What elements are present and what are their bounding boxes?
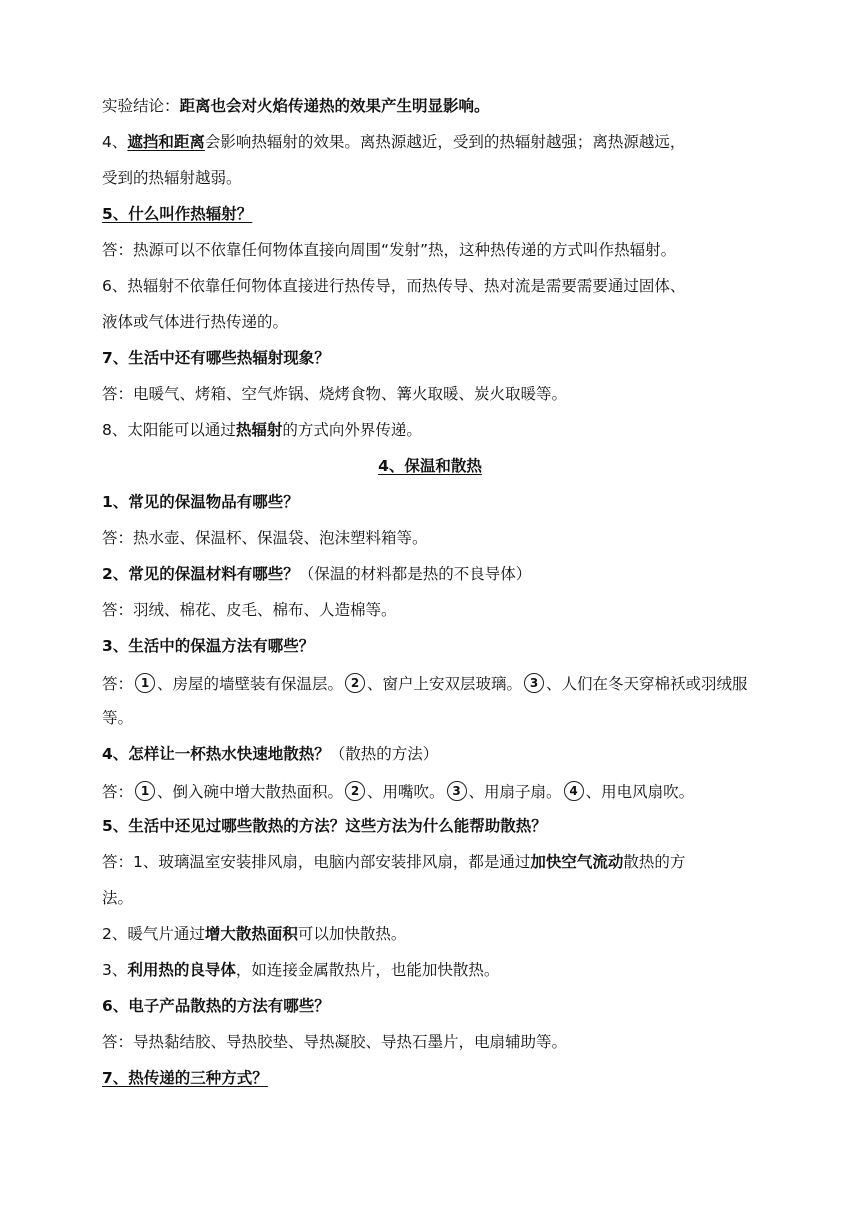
question-heading-s6: 6、电子产品散热的方法有哪些？ bbox=[102, 997, 330, 1015]
question-heading-s4: 4、怎样让一杯热水快速地散热？（散热的方法） bbox=[102, 745, 439, 763]
answer-7: 答：电暖气、烤箱、空气炸锅、烧烤食物、篝火取暖、炭火取暖等。 bbox=[102, 385, 568, 403]
question-heading-s7: 7、热传递的三种方式？ bbox=[102, 1069, 268, 1087]
circled-number-3-icon: 3 bbox=[447, 781, 467, 801]
paragraph-item-4: 4、遮挡和距离会影响热辐射的效果。离热源越近，受到的热辐射越强；离热源越远， bbox=[102, 133, 686, 151]
paragraph-item-8: 8、太阳能可以通过热辐射的方式向外界传递。 bbox=[102, 421, 422, 439]
question-heading-s5: 5、生活中还见过哪些散热的方法？这些方法为什么能帮助散热？ bbox=[102, 817, 547, 835]
paragraph-conclusion: 实验结论：距离也会对火焰传递热的效果产生明显影响。 bbox=[102, 97, 490, 115]
circled-number-1-icon: 1 bbox=[135, 781, 155, 801]
answer-s3: 答： 1 、房屋的墙壁装有保温层。 2 、窗户上安双层玻璃。 3 、人们在冬天穿棉袄或羽绒服 bbox=[102, 675, 748, 693]
answer-s4: 答： 1 、倒入碗中增大散热面积。 2 、用嘴吹。 3 、用扇子扇。 4 、用电风扇吹。 bbox=[102, 783, 695, 801]
paragraph-item-4-cont: 受到的热辐射越弱。 bbox=[102, 169, 242, 187]
question-heading-s1: 1、常见的保温物品有哪些？ bbox=[102, 493, 299, 511]
section-title: 4、保温和散热 bbox=[378, 457, 482, 475]
answer-s2: 答：羽绒、棉花、皮毛、棉布、人造棉等。 bbox=[102, 601, 397, 619]
answer-s5-cont: 法。 bbox=[102, 889, 134, 907]
answer-s3-cont: 等。 bbox=[102, 709, 134, 727]
answer-s6: 答：导热黏结胶、导热胶垫、导热凝胶、导热石墨片，电扇辅助等。 bbox=[102, 1033, 568, 1051]
question-heading-7: 7、生活中还有哪些热辐射现象？ bbox=[102, 349, 330, 367]
paragraph-s5-3: 3、利用热的良导体，如连接金属散热片，也能加快散热。 bbox=[102, 961, 500, 979]
paragraph-s5-2: 2、暖气片通过增大散热面积可以加快散热。 bbox=[102, 925, 407, 943]
circled-number-3-icon: 3 bbox=[524, 673, 544, 693]
circled-number-1-icon: 1 bbox=[135, 673, 155, 693]
circled-number-2-icon: 2 bbox=[345, 781, 365, 801]
answer-5: 答：热源可以不依靠任何物体直接向周围“发射”热，这种热传递的方式叫作热辐射。 bbox=[102, 241, 677, 259]
answer-s1: 答：热水壶、保温杯、保温袋、泡沫塑料箱等。 bbox=[102, 529, 428, 547]
question-heading-s2: 2、常见的保温材料有哪些？（保温的材料都是热的不良导体） bbox=[102, 565, 532, 583]
answer-s5: 答：1、玻璃温室安装排风扇，电脑内部安装排风扇，都是通过加快空气流动散热的方 bbox=[102, 853, 686, 871]
question-heading-s3: 3、生活中的保温方法有哪些？ bbox=[102, 637, 315, 655]
circled-number-4-icon: 4 bbox=[564, 781, 584, 801]
paragraph-item-6: 6、热辐射不依靠任何物体直接进行热传导，而热传导、热对流是需要需要通过固体、 bbox=[102, 277, 686, 295]
circled-number-2-icon: 2 bbox=[345, 673, 365, 693]
question-heading-5: 5、什么叫作热辐射？ bbox=[102, 205, 253, 223]
paragraph-item-6-cont: 液体或气体进行热传递的。 bbox=[102, 313, 289, 331]
